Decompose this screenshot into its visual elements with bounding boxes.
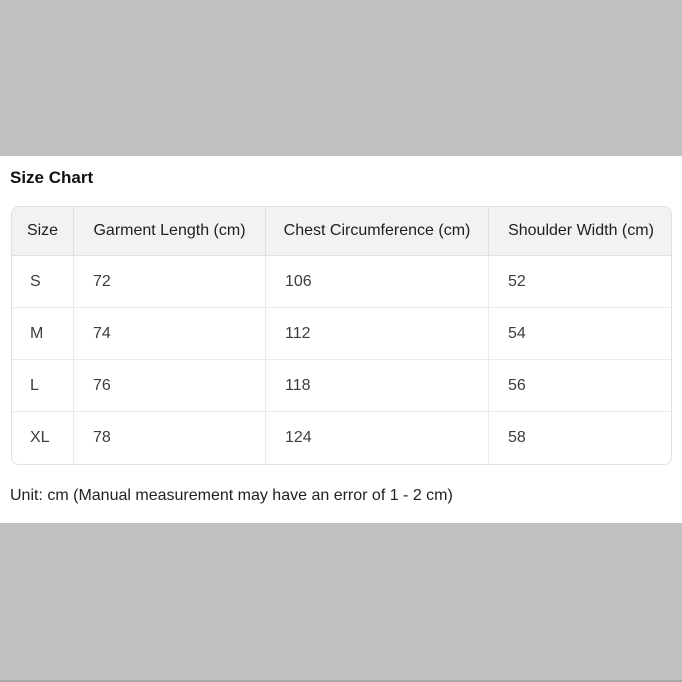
table-row-s	[12, 256, 672, 308]
cell-garment-length: 72	[74, 256, 266, 308]
column-header-garment-length: Garment Length (cm)	[74, 207, 266, 256]
column-header-shoulder-width: Shoulder Width (cm)	[489, 207, 672, 256]
table-row-l	[12, 360, 672, 412]
cell-garment-length: 76	[74, 360, 266, 412]
cell-chest-circumference: 106	[266, 256, 489, 308]
cell-shoulder-width: 54	[489, 308, 672, 360]
unit-note: Unit: cm (Manual measurement may have an error of 1 - 2 cm)	[10, 487, 453, 504]
background-band-top	[0, 0, 682, 156]
table-row-xl	[12, 412, 672, 464]
cell-garment-length: 78	[74, 412, 266, 464]
table-row-m	[12, 308, 672, 360]
cell-garment-length: 74	[74, 308, 266, 360]
cell-size: M	[12, 308, 74, 360]
size-chart-section	[0, 156, 682, 523]
background-band-bottom	[0, 523, 682, 682]
cell-size: XL	[12, 412, 74, 464]
size-chart-title: Size Chart	[10, 168, 94, 187]
cell-shoulder-width: 58	[489, 412, 672, 464]
size-chart-table	[12, 207, 672, 464]
table-header-row	[12, 207, 672, 256]
cell-chest-circumference: 112	[266, 308, 489, 360]
cell-chest-circumference: 118	[266, 360, 489, 412]
size-chart-table-container	[11, 206, 672, 465]
cell-shoulder-width: 52	[489, 256, 672, 308]
column-header-size: Size	[12, 207, 74, 256]
cell-size: L	[12, 360, 74, 412]
cell-chest-circumference: 124	[266, 412, 489, 464]
column-header-chest-circumference: Chest Circumference (cm)	[266, 207, 489, 256]
cell-size: S	[12, 256, 74, 308]
cell-shoulder-width: 56	[489, 360, 672, 412]
